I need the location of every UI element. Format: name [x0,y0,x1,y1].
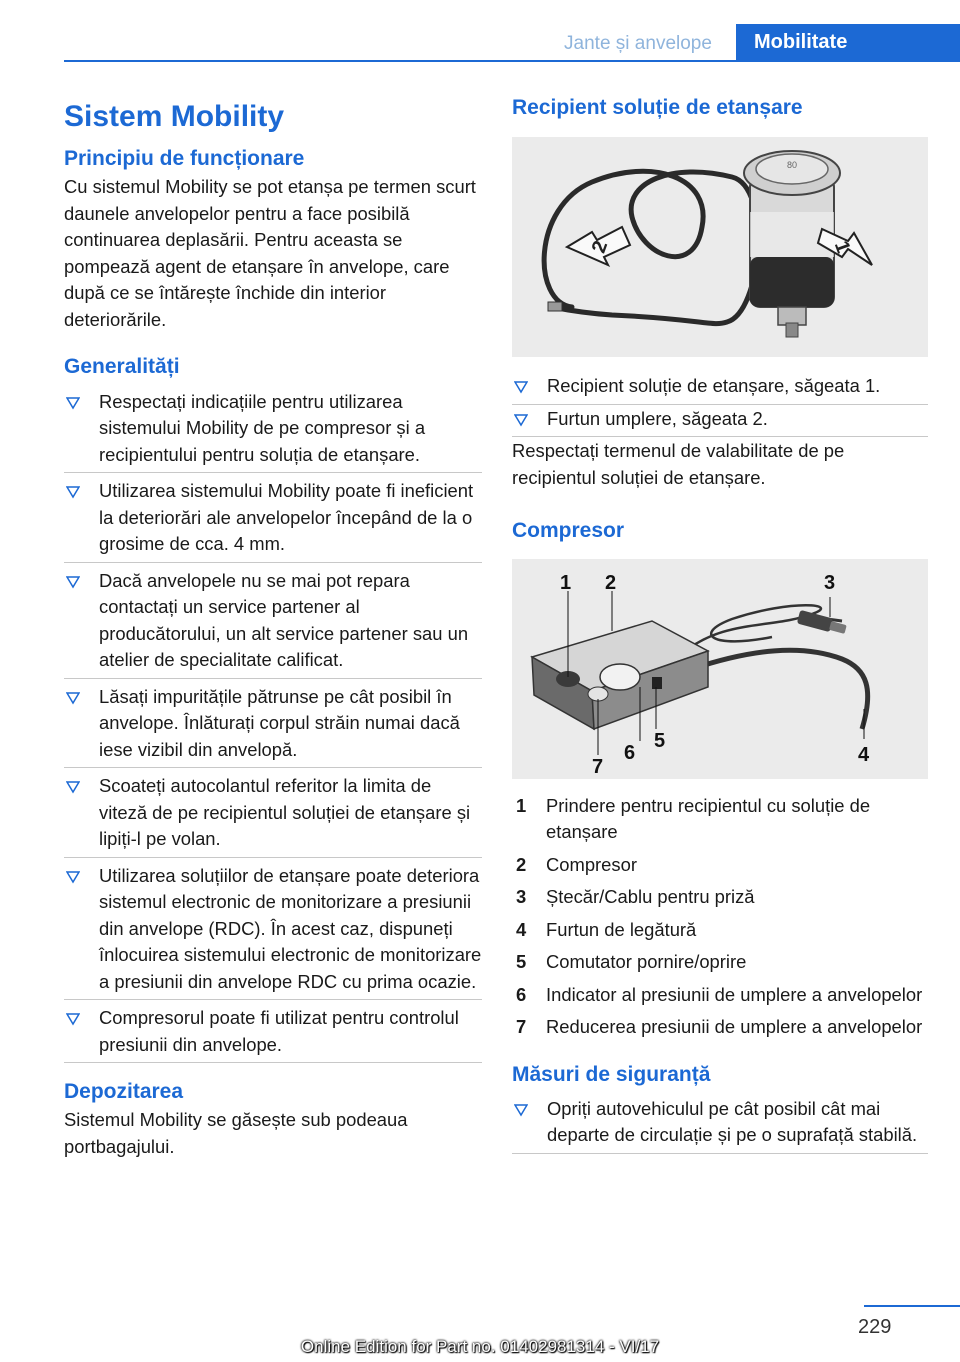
triangle-bullet-icon [514,413,528,427]
callout-5: 5 [654,729,666,752]
page-number: 229 [858,1316,892,1338]
legend-text: Compresor [546,853,637,875]
list-item [64,478,482,558]
list-item-text: Utilizarea soluțiilor de etanșare poate deteriora sistemul electronic de monitorizare a presiunii din anvelope (RDC). În acest caz, dispuneți înlocuirea sistemului electronic de monitorizare a presiunii din anvelope RDC cu prima ocazie. [99,864,482,992]
triangle-bullet-icon [66,485,80,499]
triangle-bullet-icon [66,1012,80,1026]
legend-number: 3 [516,886,527,908]
principle-heading: Principiu de funcționare [64,147,305,170]
list-item-text: Compresorul poate fi utilizat pentru controlul presiunii din anvelope. [99,1007,459,1055]
callout-4: 4 [858,743,870,766]
triangle-bullet-icon [514,380,528,394]
triangle-bullet-icon [514,1103,528,1117]
legend-number: 2 [516,853,527,875]
triangle-bullet-icon [66,396,80,410]
legend-text: Indicator al presiunii de umplere a anvelopelor [546,983,923,1005]
callout-1: 1 [560,571,572,594]
storage-text: Sistemul Mobility se găsește sub podeaua portbagajului. [64,1109,408,1157]
compressor-legend [512,793,928,1041]
safety-heading: Măsuri de siguranță [512,1062,711,1086]
list-item-text: Respectați indicațiile pentru utilizarea sistemului Mobility de pe compresor și a recipientului pentru soluția de etanșare. [99,390,426,465]
callout-6: 6 [624,741,636,764]
list-item-text: Utilizarea sistemului Mobility poate fi ineficient la deteriorări ale anvelopelor începând de la o grosime de cca. 4 mm. [99,480,474,555]
legend-number: 6 [516,983,527,1005]
callout-7: 7 [592,755,604,778]
list-item [64,1005,482,1058]
sealant-container-figure [512,137,928,357]
arrow-label-2 [567,227,630,265]
list-item [64,773,482,853]
container-list [512,373,928,432]
list-item-text: Opriți autovehiculul pe cât posibil cât mai departe de circulație și pe o suprafață stabilă. [547,1097,918,1146]
callout-3: 3 [824,571,836,594]
list-item-text: Furtun umplere, săgeata 2. [547,407,768,429]
tab-section[interactable]: Mobilitate [736,24,960,62]
legend-item [512,949,928,976]
list-item [64,568,482,674]
legend-text: Comutator pornire/oprire [546,951,747,973]
list-item [512,373,928,400]
general-list [64,389,482,1059]
storage-heading: Depozitarea [64,1080,184,1104]
arrow-label-2-text: 2 [587,238,613,257]
legend-item [512,1014,928,1041]
triangle-bullet-icon [66,691,80,705]
legend-number: 4 [516,918,527,940]
list-item-text: Lăsați impuritățile pătrunse pe cât posibil în anvelope. Înlăturați corpul străin numai dacă iese vizibil din anvelopă. [99,685,460,760]
right-column [512,92,928,1159]
left-column [64,92,482,1160]
principle-text: Cu sistemul Mobility se pot etanșa pe termen scurt daunele anvelopelor pentru a face posibilă continuarea deplasării. Pentru aceasta se pompează agent de etanșare în anvelope, care după ce se întărește închide din interior deteriorările. [64,176,476,330]
list-item [64,389,482,469]
legend-item [512,793,928,846]
legend-item [512,917,928,944]
triangle-bullet-icon [66,780,80,794]
list-item [512,406,928,433]
page-title: Sistem Mobility [64,100,285,133]
triangle-bullet-icon [66,575,80,589]
legend-number: 7 [516,1016,527,1038]
header-rule [64,60,960,62]
legend-text: Reducerea presiunii de umplere a anvelopelor [546,1016,923,1038]
list-item [64,863,482,996]
legend-item [512,884,928,911]
triangle-bullet-icon [66,870,80,884]
legend-item [512,982,928,1009]
footer-edition: Online Edition for Part no. 01402981314 - VI/17 [300,1337,660,1356]
cap-text: 80 [786,160,798,171]
compressor-illustration [512,559,928,779]
list-item-text: Scoateți autocolantul referitor la limita de viteză de pe recipientul soluției de etanșare și lipiți-l pe volan. [99,775,471,850]
arrow-label-1-text: 1 [829,238,855,257]
callout-2: 2 [605,571,617,594]
container-heading: Recipient soluție de etanșare [512,96,803,119]
compressor-figure [512,559,928,779]
sealant-container-illustration [512,137,928,357]
compressor-heading: Compresor [512,519,625,543]
tab-chapter[interactable]: Jante și anvelope [564,33,712,54]
general-heading: Generalități [64,355,180,379]
legend-number: 1 [516,794,527,816]
list-item-text: Recipient soluție de etanșare, săgeata 1. [547,375,881,397]
safety-list [512,1096,928,1149]
page-number-rule [864,1305,960,1307]
legend-number: 5 [516,951,527,973]
legend-text: Prindere pentru recipientul cu soluție de etanșare [546,794,871,843]
list-item [512,1096,928,1149]
container-note: Respectați termenul de valabilitate de pe recipientul soluției de etanșare. [512,440,845,488]
list-item-text: Dacă anvelopele nu se mai pot repara contactați un service partener al producătorului, un alt service partener sau un atelier de specialitate calificat. [99,569,469,671]
legend-item [512,852,928,879]
list-item [64,684,482,764]
legend-text: Furtun de legătură [546,918,697,940]
legend-text: Ștecăr/Cablu pentru priză [546,886,755,908]
